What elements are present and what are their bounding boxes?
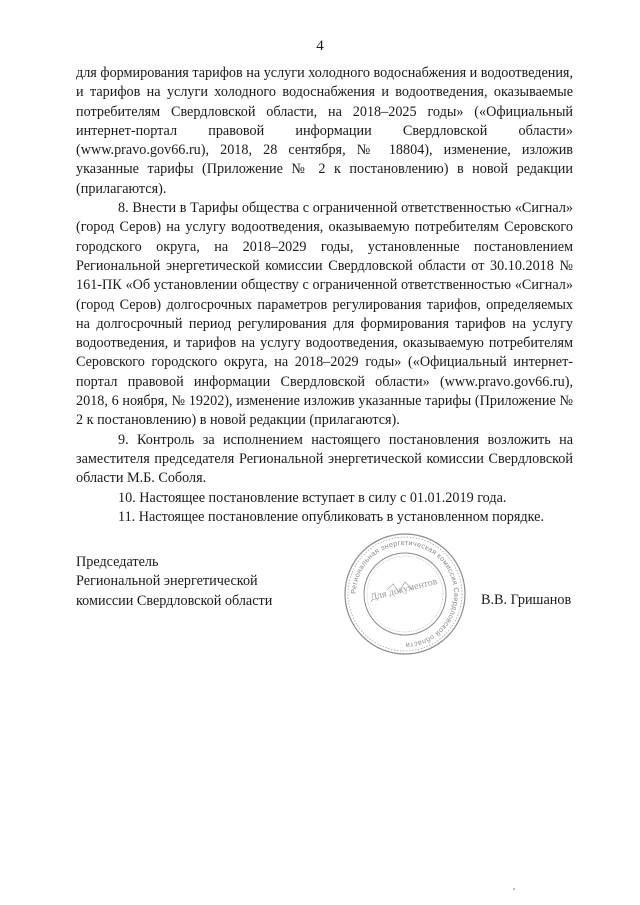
stamp-ring-text: Региональная энергетическая комиссия Свердловской области [348, 537, 462, 651]
signatory-title-line-2: Региональной энергетической [76, 573, 258, 590]
official-stamp-icon [343, 532, 467, 656]
paragraph-7-continuation: для формирования тарифов на услуги холодного водоснабжения и водоотведения, и тарифов на услуги холодного водоснабжения и водоотведения, оказываемые потребителям Свердловской области, на 2018–2025 годы» («Официальный интернет-портал правовой информации Свердловской области» (www.pravo.gov66.ru), 2018, 28 сентября, № 18804), изменение, изложив указанные тарифы (Приложение № 2 к постановлению) в новой редакции (прилагаются). [76, 65, 573, 197]
page-number: 4 [316, 38, 324, 54]
scan-dot [513, 888, 515, 890]
signatory-title [76, 553, 376, 611]
signatory-name: В.В. Гришанов [481, 592, 572, 608]
document-body [76, 64, 573, 527]
signatory-title-line-3: комиссии Свердловской области [76, 592, 273, 609]
paragraph-11: 11. Настоящее постановление опубликовать в установленном порядке. [118, 508, 545, 525]
paragraph-9: 9. Контроль за исполнением настоящего постановления возложить на заместителя председателя Региональной энергетической комиссии Свердловской области М.Б. Соболя. [76, 431, 573, 487]
signatory-title-line-1: Председатель [76, 554, 159, 570]
paragraph-8: 8. Внести в Тарифы общества с ограниченной ответственностью «Сигнал» (город Серов) на услугу водоотведения, оказываемую потребителям Серовского городского округа, на 2018–2029 годы, установленные постановлением Региональной энергетической комиссии Свердловской области от 30.10.2018 № 161-ПК «Об установлении обществу с ограниченной ответственностью «Сигнал» (город Серов) долгосрочных параметров регулирования тарифов, определяемых на долгосрочный период регулирования для формирования тарифов на услугу водоотведения, и тарифов на услугу водоотведения, оказываемую потребителям Серовского городского округа, на 2018–2029 годы» («Официальный интернет-портал правовой информации Свердловской области» (www.pravo.gov66.ru), 2018, 6 ноября, № 19202), изменение изложив указанные тарифы (Приложение № 2 к постановлению) в новой редакции (прилагаются). [76, 200, 573, 429]
paragraph-10: 10. Настоящее постановление вступает в силу с 01.01.2019 года. [118, 489, 507, 506]
stamp-center-text: Для документов [369, 575, 439, 604]
